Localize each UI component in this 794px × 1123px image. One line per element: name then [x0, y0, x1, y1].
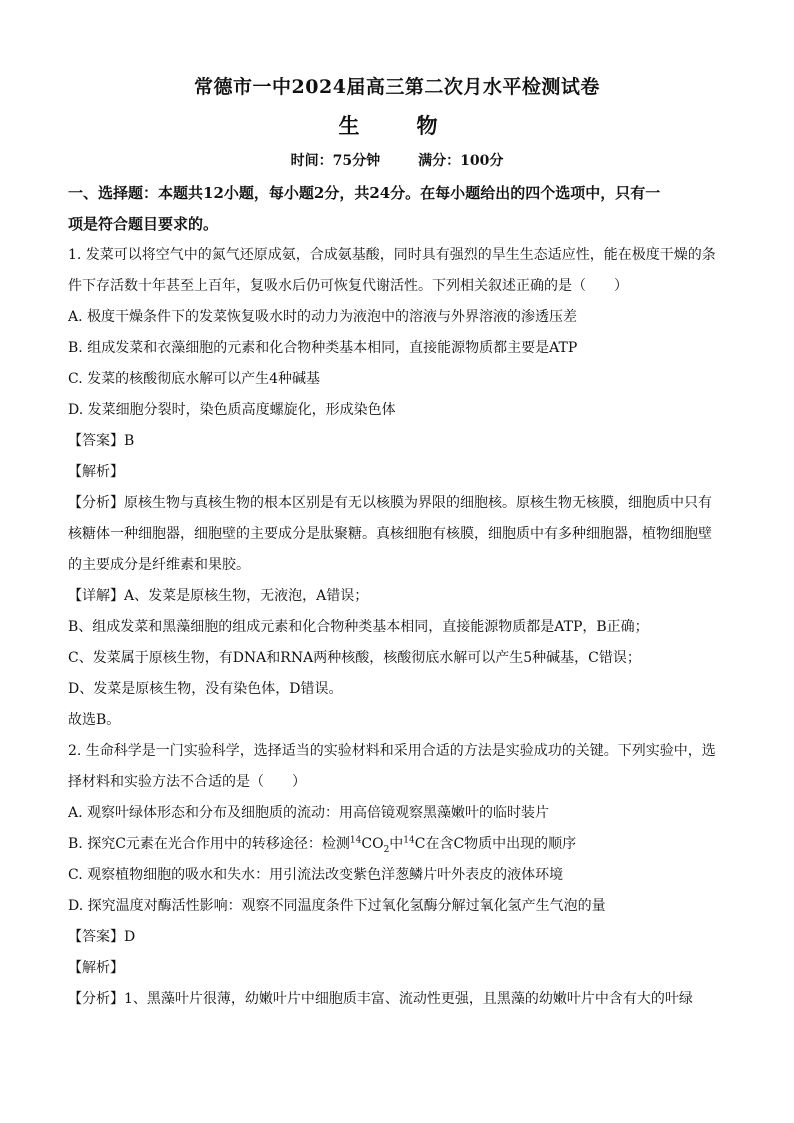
- section-heading: 一、选择题：本题共12小题，每小题2分，共24分。在每小题给出的四个选项中，只有一: [68, 184, 661, 202]
- q1-analysis: 【分析】原核生物与真核生物的根本区别是有无以核膜为界限的细胞核。原核生物无核膜，细胞质中只有: [68, 495, 712, 511]
- section-heading-cont: 项是符合题目要求的。: [68, 215, 219, 233]
- exam-score: 满分：100分: [418, 153, 504, 169]
- q1-option-d: D. 发菜细胞分裂时，染色质高度螺旋化，形成染色体: [68, 402, 396, 418]
- q2-analysis-label: 【解析】: [68, 960, 124, 976]
- q2-answer: 【答案】D: [68, 929, 136, 945]
- exam-content: [68, 178, 728, 1015]
- exam-time: 时间：75分钟: [290, 153, 381, 169]
- q2-option-b-mid: 中: [389, 836, 404, 852]
- q1-detail-c: C、发菜属于原核生物，有DNA和RNA两种核酸，核酸彻底水解可以产生5种碱基，C错误；: [68, 650, 641, 666]
- formula-subscript: 2: [383, 844, 390, 855]
- q2-option-b: [68, 829, 728, 860]
- q1-analysis-cont: 核糖体一种细胞器，细胞壁的主要成分是肽聚糖。真核细胞有核膜，细胞质中有多种细胞器，植物细胞壁: [68, 526, 712, 542]
- q1-detail-d: D、发菜是原核生物，没有染色体，D错误。: [68, 681, 343, 697]
- q1-detail-b: B、组成发菜和黑藻细胞的组成元素和化合物种类基本相同，直接能源物质都是ATP，B正确；: [68, 619, 649, 635]
- q1-answer: 【答案】B: [68, 433, 135, 449]
- q1-option-a: A. 极度干燥条件下的发菜恢复吸水时的动力为液泡中的溶液与外界溶液的渗透压差: [68, 309, 578, 325]
- q2-stem: 2. 生命科学是一门实验科学，选择适当的实验材料和采用合适的方法是实验成功的关键。下列实验中，选: [68, 743, 716, 759]
- exam-title: 常德市一中2024届高三第二次月水平检测试卷: [194, 76, 600, 98]
- q1-stem: 1. 发菜可以将空气中的氮气还原成氨，合成氨基酸，同时具有强烈的旱生生态适应性，能在极度干燥的条: [68, 247, 716, 263]
- q1-analysis-label: 【解析】: [68, 464, 124, 480]
- co-formula: CO: [361, 836, 384, 852]
- q1-detail-a: 【详解】A、发菜是原核生物，无液泡，A错误；: [68, 588, 369, 604]
- q1-analysis-cont2: 的主要成分是纤维素和果胶。: [68, 557, 250, 573]
- isotope-mass: 14: [349, 835, 362, 846]
- q2-option-b-pre: B. 探究C元素在光合作用中的转移途径：检测: [68, 836, 350, 852]
- q2-option-b-post: C在含C物质中出现的顺序: [414, 836, 577, 852]
- q1-conclusion: 故选B。: [68, 712, 121, 728]
- q1-option-b: B. 组成发菜和衣藻细胞的元素和化合物种类基本相同，直接能源物质都主要是ATP: [68, 340, 578, 356]
- q2-option-c: C. 观察植物细胞的吸水和失水：用引流法改变紫色洋葱鳞片叶外表皮的液体环境: [68, 867, 564, 883]
- q2-analysis: 【分析】1、黑藻叶片很薄，幼嫩叶片中细胞质丰富、流动性更强，且黑藻的幼嫩叶片中含有大的叶绿: [68, 991, 693, 1007]
- isotope-mass-2: 14: [403, 835, 415, 846]
- q2-option-d: D. 探究温度对酶活性影响：观察不同温度条件下过氧化氢酶分解过氧化氢产生气泡的量: [68, 898, 606, 914]
- q2-option-a: A. 观察叶绿体形态和分布及细胞质的流动：用高倍镜观察黑藻嫩叶的临时装片: [68, 805, 550, 821]
- exam-info: [0, 150, 794, 170]
- subject-title: 生 物: [338, 113, 456, 138]
- q1-option-c: C. 发菜的核酸彻底水解可以产生4种碱基: [68, 371, 321, 387]
- q2-stem-cont: 择材料和实验方法不合适的是（ ）: [68, 774, 306, 790]
- q1-stem-cont: 件下存活数十年甚至上百年，复吸水后仍可恢复代谢活性。下列相关叙述正确的是（ ）: [68, 278, 628, 294]
